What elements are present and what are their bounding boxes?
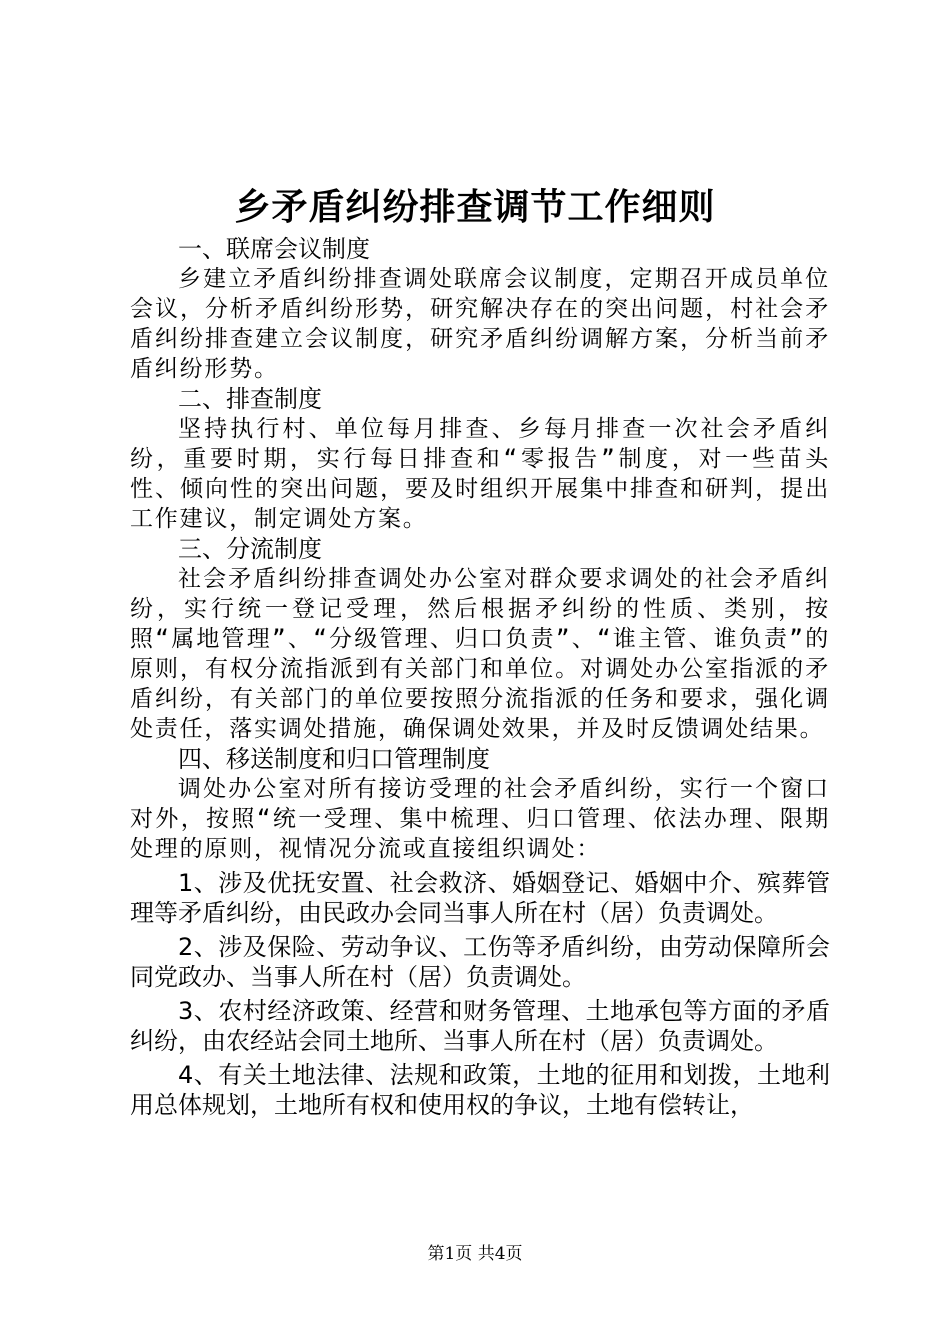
section-heading-1: 一、联席会议制度 — [178, 235, 370, 263]
list-item-1: 1、涉及优抚安置、社会救济、婚姻登记、婚姻中介、殡葬管理等矛盾纠纷，由民政办会同当事人所在村（居）负责调处。 — [130, 869, 830, 927]
section-paragraph-3: 社会矛盾纠纷排查调处办公室对群众要求调处的社会矛盾纠纷，实行统一登记受理，然后根据矛纠纷的性质、类别，按照“属地管理”、“分级管理、归口负责”、“谁主管、谁负责”的原则，有权分流指派到有关部门和单位。对调处办公室指派的矛盾纠纷，有关部门的单位要按照分流指派的任务和要求，强化调处责任，落实调处措施，确保调处效果，并及时反馈调处结果。 — [130, 566, 830, 742]
list-item-2: 2、涉及保险、劳动争议、工伤等矛盾纠纷，由劳动保障所会同党政办、当事人所在村（居）负责调处。 — [130, 933, 830, 991]
section-paragraph-1: 乡建立矛盾纠纷排查调处联席会议制度，定期召开成员单位会议，分析矛盾纠纷形势，研究解决存在的突出问题，村社会矛盾纠纷排查建立会议制度，研究矛盾纠纷调解方案，分析当前矛盾纠纷形势。 — [130, 266, 830, 382]
section-paragraph-4: 调处办公室对所有接访受理的社会矛盾纠纷，实行一个窗口对外，按照“统一受理、集中梳理、归口管理、依法办理、限期处理的原则，视情况分流或直接组织调处： — [130, 776, 830, 862]
section-heading-3: 三、分流制度 — [178, 535, 322, 563]
list-item-3: 3、农村经济政策、经营和财务管理、土地承包等方面的矛盾纠纷，由农经站会同土地所、当事人所在村（居）负责调处。 — [130, 997, 830, 1055]
section-paragraph-2: 坚持执行村、单位每月排查、乡每月排查一次社会矛盾纠纷，重要时期，实行每日排查和“零报告”制度，对一些苗头性、倾向性的突出问题，要及时组织开展集中排查和研判，提出工作建议，制定调处方案。 — [130, 416, 830, 532]
section-heading-2: 二、排查制度 — [178, 385, 322, 413]
document-body — [130, 234, 830, 1120]
list-item-4: 4、有关土地法律、法规和政策，土地的征用和划拨，土地利用总体规划，土地所有权和使用权的争议，土地有偿转让， — [130, 1061, 830, 1119]
page-footer: 第1页 共4页 — [427, 1244, 523, 1264]
document-title: 乡矛盾纠纷排查调节工作细则 — [234, 186, 716, 228]
section-heading-4: 四、移送制度和归口管理制度 — [178, 745, 490, 773]
